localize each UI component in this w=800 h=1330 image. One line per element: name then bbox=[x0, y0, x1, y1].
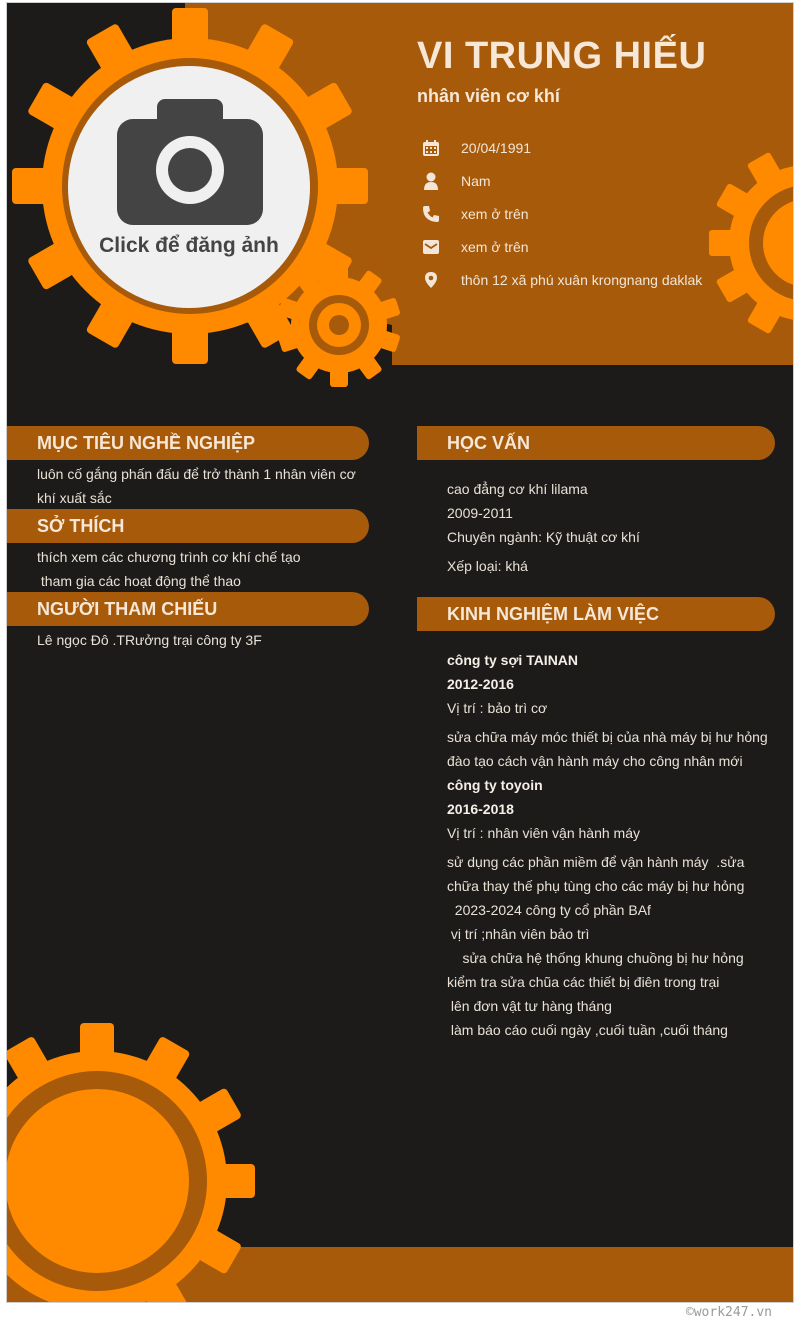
experience-line: chữa thay thế phụ tùng cho các máy bị hư hỏng bbox=[447, 878, 745, 894]
birthdate-value: 20/04/1991 bbox=[461, 140, 532, 156]
gender-value: Nam bbox=[461, 173, 491, 189]
email-value: xem ở trên bbox=[461, 239, 529, 255]
watermark: ©work247.vn bbox=[685, 1305, 772, 1320]
education-heading: HỌC VẤN bbox=[417, 426, 775, 460]
references-heading: NGƯỜI THAM CHIẾU bbox=[7, 592, 369, 626]
experience-line: vị trí ;nhân viên bảo trì bbox=[447, 926, 590, 942]
education-years: 2009-2011 bbox=[447, 505, 513, 521]
experience-line: kiểm tra sửa chũa các thiết bị điên trong trại bbox=[447, 974, 720, 990]
experience-line: sửa chữa hệ thống khung chuồng bị hư hỏng bbox=[447, 950, 744, 966]
location-pin-icon bbox=[421, 270, 441, 290]
hobbies-line-1: thích xem các chương trình cơ khí chế tạo bbox=[37, 549, 301, 565]
experience-heading: KINH NGHIỆM LÀM VIỆC bbox=[417, 597, 775, 631]
experience-line: Vị trí : nhân viên vận hành máy bbox=[447, 825, 640, 841]
candidate-name: VI TRUNG HIẾU bbox=[417, 35, 707, 77]
experience-line: 2012-2016 bbox=[447, 676, 514, 692]
contact-address bbox=[421, 268, 702, 292]
experience-line: sửa chữa máy móc thiết bị của nhà máy bị hư hỏng bbox=[447, 729, 768, 745]
education-grade: Xếp loại: khá bbox=[447, 558, 528, 574]
experience-line: Vị trí : bảo trì cơ bbox=[447, 700, 548, 716]
experience-line: đào tạo cách vận hành máy cho công nhân mới bbox=[447, 753, 743, 769]
contact-birthdate bbox=[421, 136, 531, 160]
experience-line: 2023-2024 công ty cổ phần BAf bbox=[447, 902, 651, 918]
address-value: thôn 12 xã phú xuân krongnang daklak bbox=[461, 272, 703, 288]
cv-page bbox=[6, 2, 794, 1303]
contact-gender bbox=[421, 169, 491, 193]
job-title: nhân viên cơ khí bbox=[417, 86, 560, 106]
education-major: Chuyên ngành: Kỹ thuật cơ khí bbox=[447, 529, 640, 545]
hobbies-heading: SỞ THÍCH bbox=[7, 509, 369, 543]
experience-line: công ty sợi TAINAN bbox=[447, 652, 579, 668]
experience-line: 2016-2018 bbox=[447, 801, 514, 817]
decorative-gears bbox=[7, 3, 794, 1303]
experience-line: lên đơn vật tư hàng tháng bbox=[447, 998, 612, 1014]
contact-email bbox=[421, 235, 529, 259]
experience-line: công ty toyoin bbox=[447, 777, 543, 793]
upload-photo-label[interactable]: Click để đăng ảnh bbox=[99, 234, 279, 257]
person-icon bbox=[421, 171, 441, 191]
bottom-gear-icon bbox=[7, 1023, 255, 1303]
hobbies-line-2: tham gia các hoạt động thể thao bbox=[37, 573, 241, 589]
phone-value: xem ở trên bbox=[461, 206, 529, 222]
objective-heading: MỤC TIÊU NGHỀ NGHIỆP bbox=[7, 426, 369, 460]
calendar-icon bbox=[421, 138, 441, 158]
objective-line-2: khí xuất sắc bbox=[37, 490, 112, 506]
contact-phone bbox=[421, 202, 529, 226]
avatar[interactable] bbox=[67, 65, 311, 309]
objective-line-1: luôn cố gắng phấn đấu để trở thành 1 nhân viên cơ bbox=[37, 466, 356, 482]
envelope-icon bbox=[421, 237, 441, 257]
references-line-1: Lê ngọc Đô .TRưởng trại công ty 3F bbox=[37, 632, 262, 648]
experience-line: làm báo cáo cuối ngày ,cuối tuần ,cuối tháng bbox=[447, 1022, 728, 1038]
experience-line: sử dụng các phần miềm để vận hành máy .sửa bbox=[447, 854, 745, 870]
education-school: cao đẳng cơ khí lilama bbox=[447, 481, 588, 497]
phone-icon bbox=[421, 204, 441, 224]
